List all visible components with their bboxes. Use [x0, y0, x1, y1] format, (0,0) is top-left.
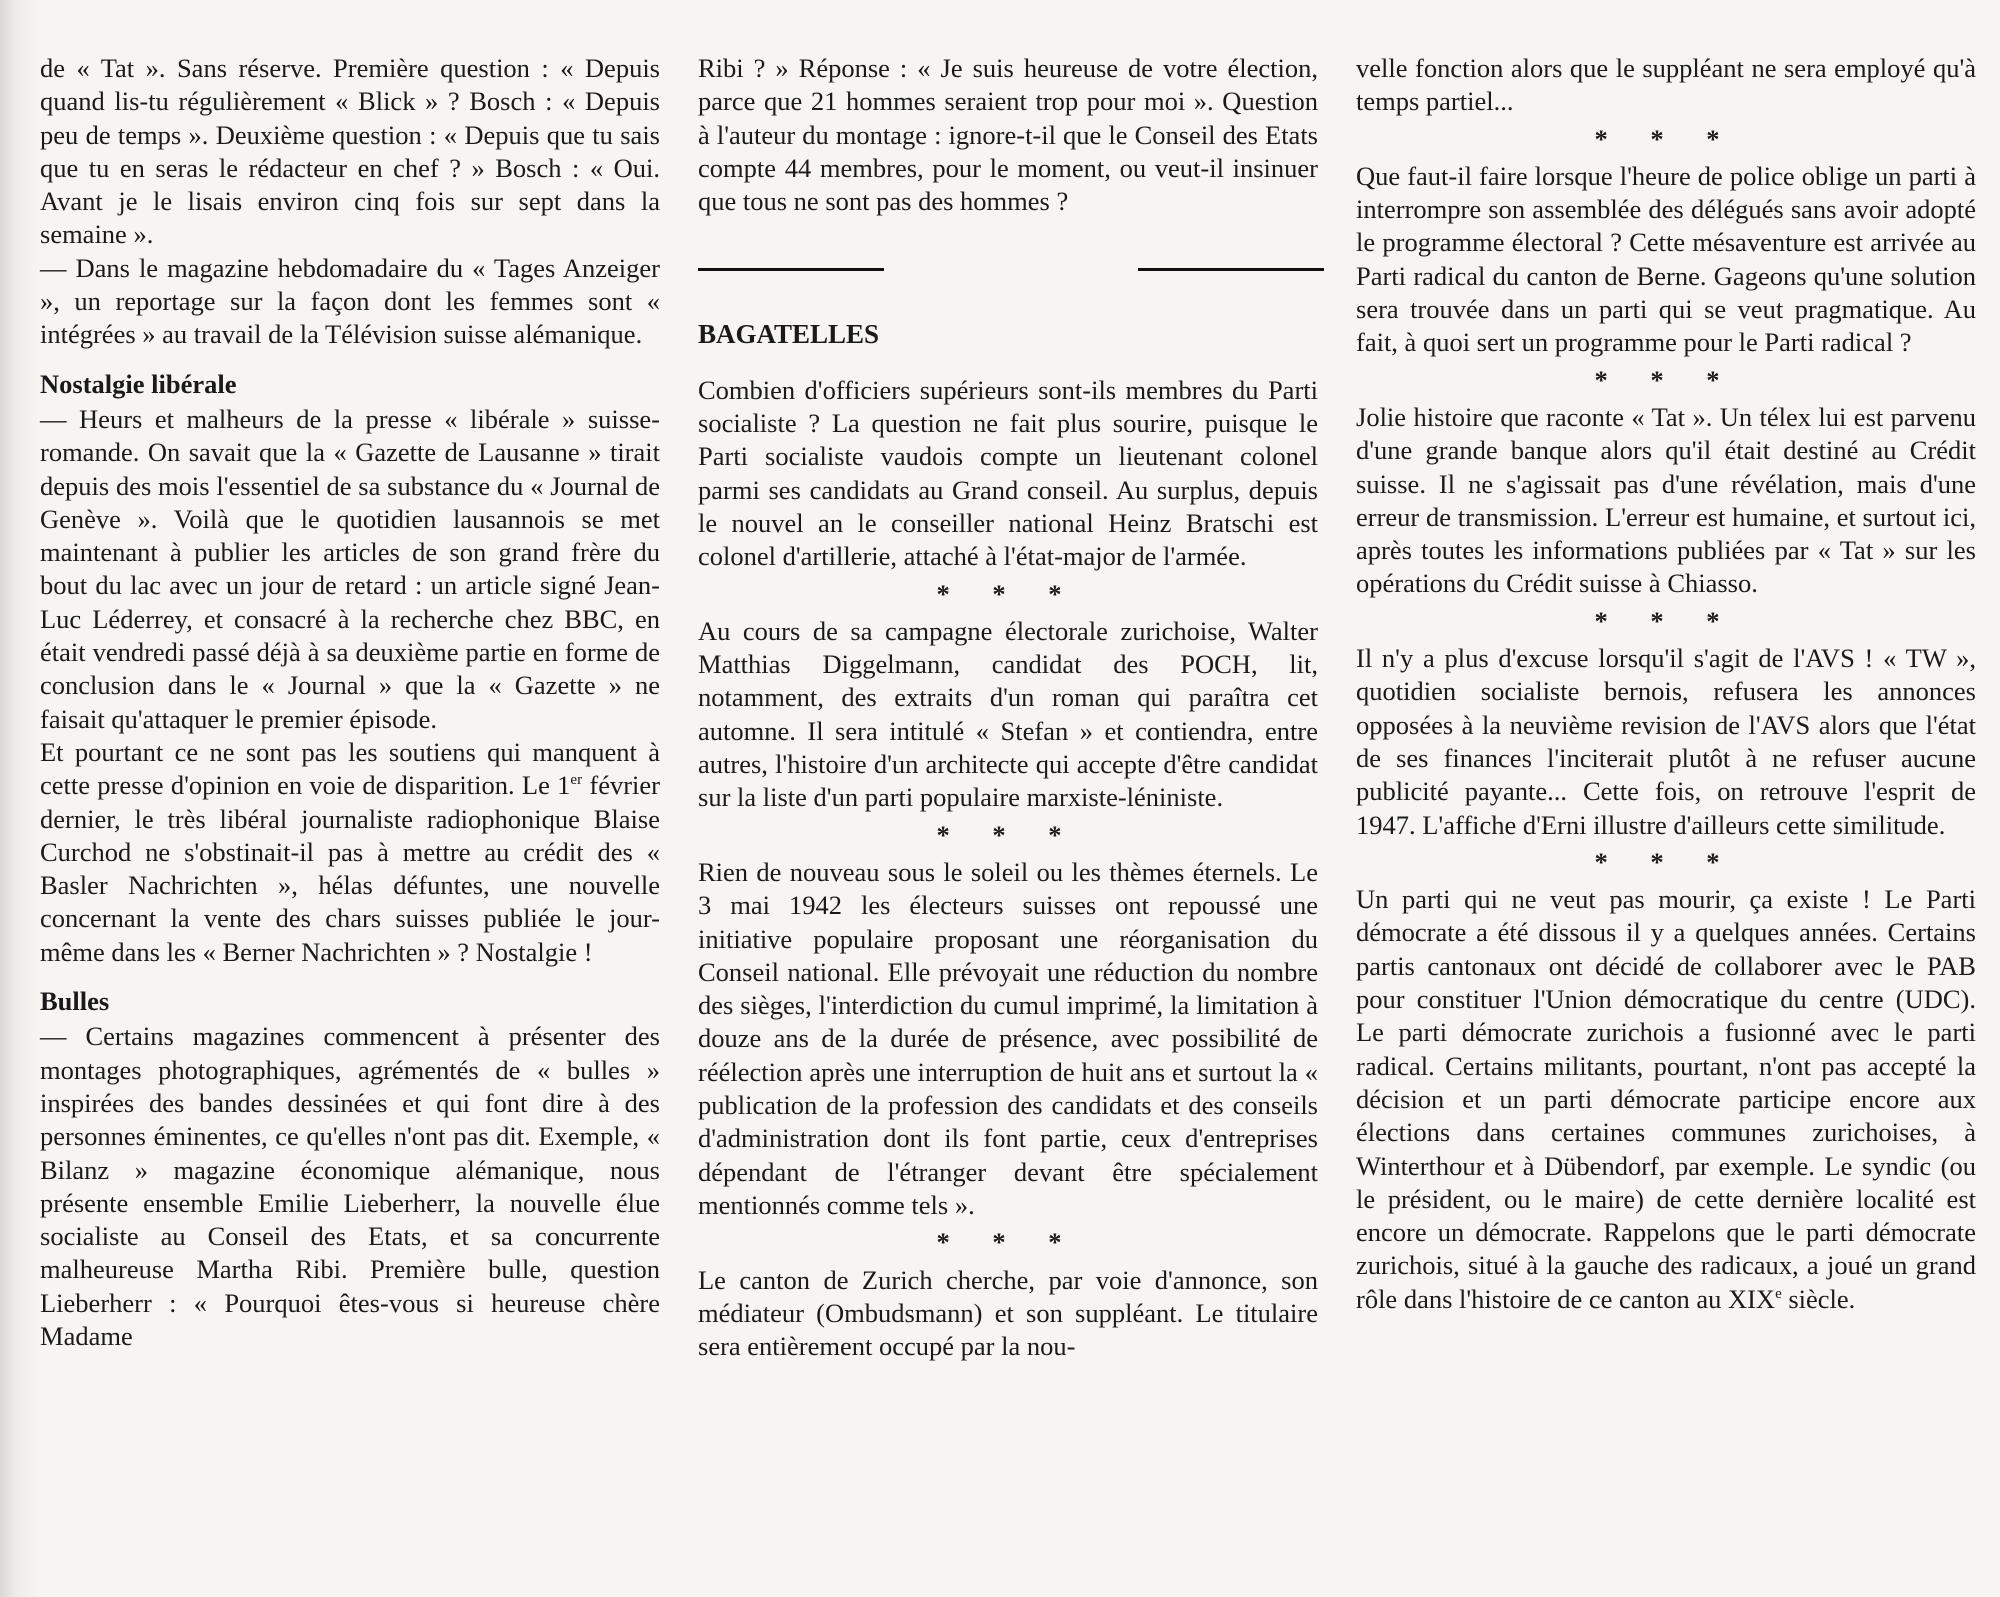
text-run: Un parti qui ne veut pas mourir, ça existe ! Le Parti démocrate a été dissous il y a quelques années. Certains partis cantonaux ont décidé de collaborer avec le PAB pour constituer l'Union démocratique du centre (UDC). Le parti démocrate zurichois a fusionné avec le parti radical. Certains militants, pourtant, n'ont pas accepté la décision et un parti démocrate participe encore aux élections dans certaines communes zurichoises, à Winterthour et à Dübendorf, par exemple. Le syndic (ou le président, ou le maire) de cette dernière localité est encore un démocrate. Rappelons que le parti démocrate zurichois, situé à la gauche des radicaux, a joué un grand rôle dans l'histoire de ce canton au XIX: [1356, 884, 1976, 1314]
paragraph: — Certains magazines commencent à présenter des montages photographiques, agrémentés de « bulles » inspirées des bandes dessinées et qui font dire à des personnes éminentes, ce qu'elles n'ont pas dit. Exemple, « Bilanz » magazine économique alémanique, nous présente ensemble Emilie Lieberherr, la nouvelle élue socialiste au Conseil des Etats, et sa concurrente malheureuse Martha Ribi. Première bulle, question Lieberherr : « Pourquoi êtes-vous si heureuse chère Madame: [40, 1021, 660, 1351]
superscript: e: [1775, 1285, 1782, 1302]
subheading-nostalgie: Nostalgie libérale: [40, 368, 237, 399]
paragraph: [1356, 883, 1976, 1316]
paragraph: Que faut-il faire lorsque l'heure de police oblige un parti à interrompre son assemblée des délégués sans avoir adopté le programme électoral ? Cette mésaventure est arrivée au Parti radical du canton de Berne. Gageons qu'une solution sera trouvée dans un parti qui se veut pragmatique. Au fait, à quoi sert un programme pour le Parti radical ?: [1356, 160, 1976, 358]
paragraph: Rien de nouveau sous le soleil ou les thèmes éternels. Le 3 mai 1942 les électeurs suisses ont repoussé une initiative populaire proposant une réorganisation du Conseil national. Elle prévoyait une réduction du nombre des sièges, l'interdiction du cumul imprimé, la limitation à douze ans de la durée de présence, avec possibilité de réélection après une interruption de huit ans et surtout la « publication de la profession des candidats et des conseils d'administration dont ils font partie, ceux d'entreprises dépendant de l'étranger devant être spécialement mentionnés comme tels ».: [698, 856, 1318, 1220]
paragraph: Jolie histoire que raconte « Tat ». Un télex lui est parvenu d'une grande banque alors qu'il était destiné au Crédit suisse. Il ne s'agissait pas d'une révélation, mais d'une erreur de transmission. L'erreur est humaine, et surtout ici, après toutes les informations publiées par « Tat » sur les opérations du Crédit suisse à Chiasso.: [1356, 401, 1976, 599]
subheading-bulles: Bulles: [40, 986, 110, 1017]
paragraph: — Dans le magazine hebdomadaire du « Tages Anzeiger », un reportage sur la façon dont les femmes sont « intégrées » au travail de la Télévision suisse alémanique.: [40, 252, 660, 350]
paragraph: — Heurs et malheurs de la presse « libérale » suisse-romande. On savait que la « Gazette de Lausanne » tirait depuis des mois l'essentiel de sa substance du « Journal de Genève ». Voilà que le quotidien lausannois se met maintenant à publier les articles de son grand frère du bout du lac avec un jour de retard : un article signé Jean-Luc Léderrey, et consacré à la recherche chez BBC, en était vendredi passé déjà à sa deuxième partie en forme de conclusion dans le « Journal » que la « Gazette » ne faisait qu'attaquer le premier épisode.: [40, 403, 660, 734]
text-run: Et pourtant ce ne sont pas les soutiens qui manquent à cette presse d'opinion en voie de disparition. Le 1: [40, 736, 660, 801]
paragraph: Le canton de Zurich cherche, par voie d'annonce, son médiateur (Ombudsmann) et son suppléant. Le titulaire sera entièrement occupé par la nou-: [698, 1264, 1318, 1362]
paragraph: Il n'y a plus d'excuse lorsqu'il s'agit de l'AVS ! « TW », quotidien socialiste bernois, refusera les annonces opposées à la neuvième revision de l'AVS alors que l'état de ses finances l'inciterait plutôt à ne refuser aucune publicité payante... Cette fois, on retrouve l'esprit de 1947. L'affiche d'Erni illustre d'ailleurs cette similitude.: [1356, 643, 1976, 840]
asterism: * * *: [1594, 605, 1738, 636]
divider-rule-left: [698, 268, 884, 271]
paragraph: Ribi ? » Réponse : « Je suis heureuse de votre élection, parce que 21 hommes seraient trop pour moi ». Question à l'auteur du montage : ignore-t-il que le Conseil des Etats compte 44 membres, pour le moment, ou veut-il insinuer que tous ne sont pas des hommes ?: [698, 53, 1318, 217]
paragraph: Combien d'officiers supérieurs sont-ils membres du Parti socialiste ? La question ne fait plus sourire, puisque le Parti socialiste vaudois compte un lieutenant colonel parmi ses candidats au Grand conseil. Au surplus, depuis le nouvel an le conseiller national Heinz Bratschi est colonel d'artillerie, attaché à l'état-major de l'armée.: [698, 374, 1318, 572]
asterism: * * *: [936, 578, 1080, 609]
paragraph: velle fonction alors que le suppléant ne sera employé qu'à temps partiel...: [1356, 53, 1976, 117]
asterism: * * *: [1594, 123, 1738, 154]
section-divider: [698, 254, 1318, 284]
section-heading-bagatelles: BAGATELLES: [698, 319, 880, 350]
asterism: * * *: [1594, 364, 1738, 395]
paragraph: [40, 736, 660, 969]
paragraph: de « Tat ». Sans réserve. Première question : « Depuis quand lis-tu régulièrement « Blick » ? Bosch : « Depuis peu de temps ». Deuxième question : « Depuis que tu sais que tu en seras le rédacteur en chef ? » Bosch : « Oui. Avant je le lisais environ cinq fois sur sept dans la semaine ».: [40, 53, 660, 250]
asterism: * * *: [936, 1227, 1080, 1258]
column-middle: [698, 52, 1318, 1363]
text-run: février dernier, le très libéral journaliste radiophonique Blaise Curchod ne s'obstinait-il pas à mettre au crédit des « Basler Nachrichten », hélas défuntes, une nouvelle concernant la vente des chars suisses publiée le jour-même dans les « Berner Nachrichten » ? Nostalgie !: [40, 770, 660, 967]
paragraph: Au cours de sa campagne électorale zurichoise, Walter Matthias Diggelmann, candidat des POCH, lit, notamment, des extraits d'un roman qui paraîtra cet automne. Il sera intitulé « Stefan » et contiendra, entre autres, l'histoire d'un architecte qui accepte d'être candidat sur la liste d'un parti populaire marxiste-léniniste.: [698, 615, 1318, 813]
text-run: siècle.: [1781, 1283, 1856, 1314]
column-right: [1356, 52, 1976, 1316]
asterism: * * *: [1594, 846, 1738, 877]
superscript: er: [570, 772, 583, 789]
asterism: * * *: [936, 819, 1080, 850]
column-left: [40, 52, 660, 1353]
divider-rule-right: [1138, 268, 1324, 271]
